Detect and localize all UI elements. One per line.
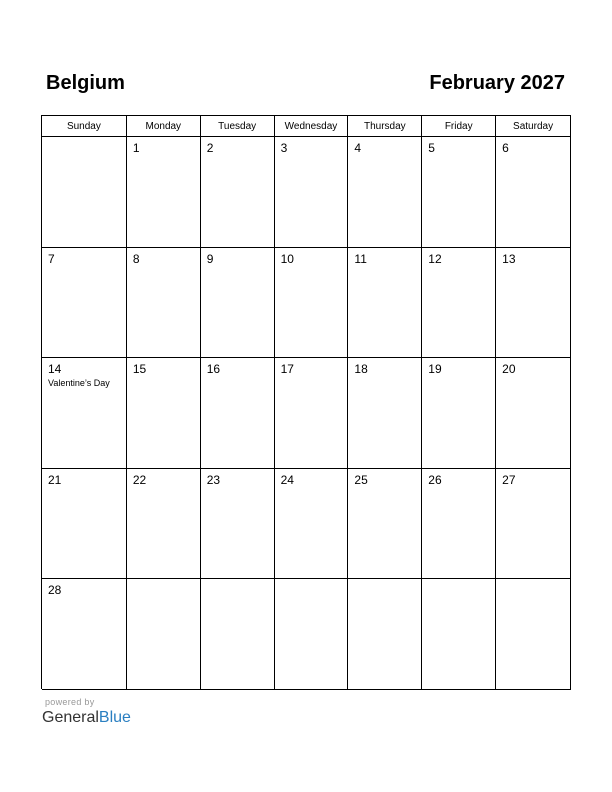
day-number: 3 (280, 141, 288, 155)
powered-by-text: powered by (45, 697, 95, 707)
day-number: 28 (48, 583, 62, 597)
week-row (42, 248, 571, 359)
weekday-header-row (42, 116, 571, 137)
day-number: 13 (502, 251, 516, 266)
day-number: 25 (354, 472, 368, 487)
day-cell (201, 137, 275, 248)
brand-general: General (42, 709, 99, 726)
week-row (42, 469, 571, 580)
day-cell (42, 137, 127, 248)
day-number: 27 (502, 472, 516, 487)
day-number: 11 (354, 251, 367, 266)
day-number: 2 (206, 141, 214, 155)
day-number: 8 (132, 251, 140, 266)
weekday-wednesday: Wednesday (275, 116, 349, 137)
day-cell (127, 248, 201, 359)
day-number: 1 (132, 141, 140, 155)
week-row (42, 579, 571, 690)
brand-blue: Blue (98, 709, 131, 726)
day-cell (496, 358, 571, 469)
week-row (42, 358, 571, 469)
day-cell (275, 579, 349, 690)
day-number: 21 (48, 472, 62, 487)
day-cell (127, 579, 201, 690)
weekday-tuesday: Tuesday (201, 116, 275, 137)
day-cell (422, 579, 496, 690)
day-cell (42, 579, 127, 690)
day-number: 6 (502, 141, 509, 155)
day-cell (496, 248, 571, 359)
day-number: 12 (428, 251, 442, 266)
day-number: 23 (206, 472, 221, 487)
day-cell (127, 358, 201, 469)
day-number: 19 (428, 362, 442, 376)
day-cell (348, 137, 422, 248)
day-cell (422, 469, 496, 580)
day-cell (275, 137, 349, 248)
day-cell (422, 358, 496, 469)
day-cell (42, 469, 127, 580)
day-number: 24 (280, 472, 294, 487)
month-title: February 2027 (429, 72, 565, 94)
weekday-friday: Friday (422, 116, 496, 137)
day-cell (127, 137, 201, 248)
day-number: 10 (280, 251, 294, 266)
day-cell (42, 248, 127, 359)
day-number: 14 (48, 362, 62, 376)
day-cell (275, 469, 349, 580)
day-cell (127, 469, 201, 580)
day-cell (201, 248, 275, 359)
weekday-thursday: Thursday (348, 116, 422, 137)
day-cell (348, 248, 422, 359)
day-cell (201, 469, 275, 580)
day-cell (348, 358, 422, 469)
day-number: 16 (206, 362, 221, 376)
day-number: 17 (280, 362, 294, 376)
day-cell (422, 137, 496, 248)
country-title: Belgium (46, 72, 125, 94)
day-number: 9 (206, 251, 214, 266)
day-cell (275, 358, 349, 469)
day-number: 18 (354, 362, 368, 376)
day-cell (201, 579, 275, 690)
day-cell (496, 579, 571, 690)
holiday-label: Valentine’s Day (48, 378, 110, 388)
day-cell (422, 248, 496, 359)
day-number: 22 (132, 472, 147, 487)
weekday-saturday: Saturday (496, 116, 571, 137)
day-number: 4 (354, 141, 362, 155)
day-cell (201, 358, 275, 469)
day-cell (496, 469, 571, 580)
day-number: 26 (428, 472, 442, 487)
day-number: 20 (502, 362, 516, 376)
day-cell (275, 248, 349, 359)
day-cell (348, 469, 422, 580)
day-number: 5 (428, 141, 435, 155)
week-row (42, 137, 571, 248)
day-number: 15 (132, 362, 147, 376)
day-cell (42, 358, 127, 469)
calendar-grid (41, 115, 571, 689)
weekday-monday: Monday (127, 116, 201, 137)
weekday-sunday: Sunday (42, 116, 127, 137)
day-cell (348, 579, 422, 690)
brand-logo[interactable] (42, 709, 131, 727)
day-cell (496, 137, 571, 248)
day-number: 7 (48, 251, 55, 266)
